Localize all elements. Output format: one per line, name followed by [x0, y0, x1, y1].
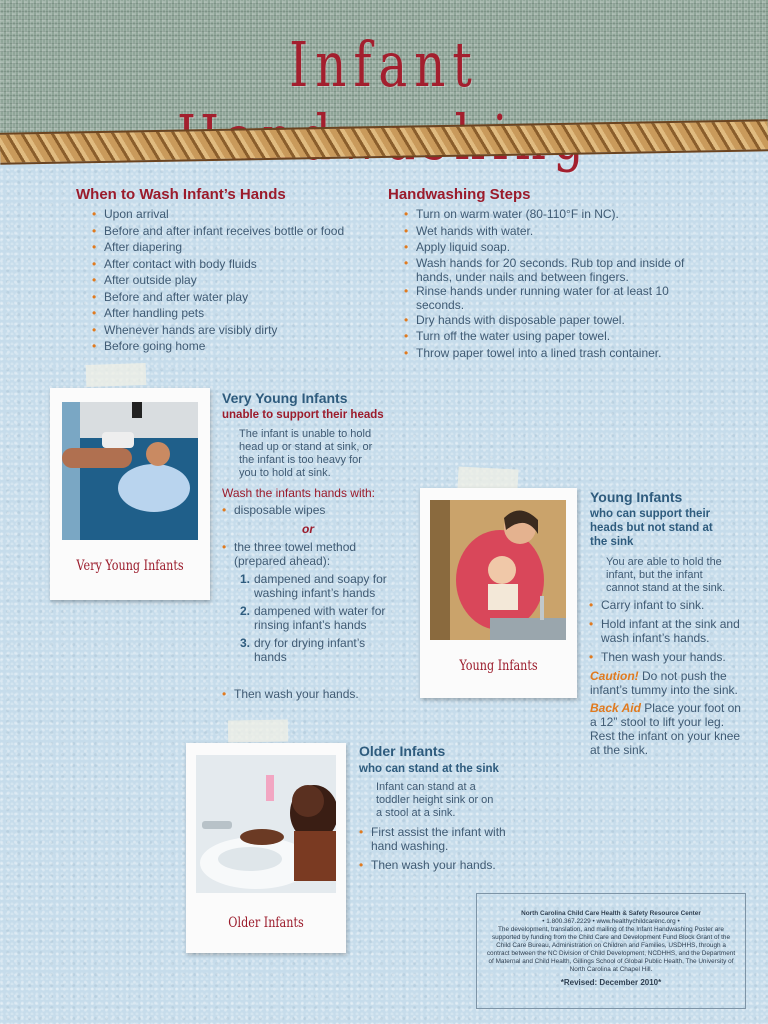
wash-with-label: Wash the infants hands with: [222, 486, 375, 500]
very-young-infants-description: The infant is unable to hold head up or stand at sink, or the infant is too heavy for you to hold at sink. [239, 428, 373, 479]
young-infants-photo [430, 500, 566, 640]
young-infants-subheading: who can support their heads but not stand at the sink [590, 508, 713, 548]
young-infants-description: You are able to hold the infant, but the infant cannot stand at the sink. [606, 556, 726, 594]
list-item: • Carry infant to sink. [589, 598, 749, 612]
step-text: dry for drying infant’s hands [254, 636, 366, 664]
credit-body: The development, translation, and mailing of the Infant Handwashing Poster are supported by funding from the Child Care and Development Fund Block Grant of the Child Care Bureau, Administration on Children and Families, USDHHS, through a contract between the NC Division of Child Development, NCDHHS, and the Department of Maternal and Child Health, Gillings School of Global Public Health, The University of North Carolina at Chapel Hill. [486, 926, 736, 973]
list-item: • After handling pets [92, 305, 382, 322]
handwashing-steps-list [404, 206, 694, 361]
list-item: • First assist the infant with hand washing. [359, 825, 509, 853]
list-item: • Hold infant at the sink and wash infant’s hands. [589, 617, 749, 645]
step-number: 3. [240, 636, 251, 650]
list-item: • Then wash your hands. [589, 650, 749, 664]
very-young-infants-caption: Very Young Infants [76, 558, 184, 574]
list-item: • Wash hands for 20 seconds. Rub top and inside of hands, under nails and between fingers. [404, 256, 694, 284]
list-item: • the three towel method (prepared ahead): [222, 540, 382, 568]
credit-box [476, 893, 746, 1009]
older-infants-subheading: who can stand at the sink [359, 763, 499, 775]
young-infants-list [589, 598, 749, 664]
wipes-option [222, 502, 392, 519]
credit-text [485, 910, 737, 974]
caution-text: Do not push the infant’s tummy into the sink. [590, 669, 738, 697]
adult-holding-infant-at-sink-image [430, 500, 566, 640]
credit-contact: • 1.800.367.2229 • www.healthychildcarenc.org • [542, 918, 680, 925]
credit-org: North Carolina Child Care Health & Safety Resource Center [521, 910, 701, 917]
older-infants-list [359, 825, 509, 872]
older-infants-photo [196, 755, 336, 893]
towel-method-option [222, 540, 382, 568]
list-item: • Wet hands with water. [404, 223, 694, 240]
back-aid-text: Place your foot on a 12” stool to lift your leg. Rest the infant on your knee at the sink. [590, 701, 741, 757]
caution-note [590, 669, 750, 697]
list-item: • Turn off the water using paper towel. [404, 328, 694, 345]
list-item [240, 572, 390, 600]
step-number: 2. [240, 604, 251, 618]
when-to-wash-title: When to Wash Infant’s Hands [76, 186, 286, 203]
list-item: • Apply liquid soap. [404, 239, 694, 256]
list-item: • Before and after water play [92, 289, 382, 306]
very-young-infants-photo [62, 402, 198, 540]
list-item: • Before going home [92, 338, 382, 355]
older-infants-photo-card [186, 743, 346, 953]
towel-steps-list [240, 572, 390, 668]
back-aid-note [590, 701, 750, 757]
step-text: dampened and soapy for washing infant’s hands [254, 572, 387, 600]
handwashing-steps-title: Handwashing Steps [388, 186, 531, 203]
infant-on-changing-table-image [62, 402, 198, 540]
list-item: • Before and after infant receives bottle or food [92, 223, 382, 240]
very-young-infants-subheading: unable to support their heads [222, 409, 384, 421]
infant-washing-at-sink-image [196, 755, 336, 893]
revised-date: *Revised: December 2010* [560, 978, 662, 987]
list-item: • Dry hands with disposable paper towel. [404, 312, 694, 329]
list-item: • After outside play [92, 272, 382, 289]
or-label: or [302, 522, 314, 536]
list-item [240, 636, 390, 664]
list-item: • disposable wipes [222, 502, 392, 519]
list-item: • Throw paper towel into a lined trash container. [404, 345, 694, 362]
list-item: • After diapering [92, 239, 382, 256]
older-infants-description: Infant can stand at a toddler height sink or on a stool at a sink. [376, 781, 494, 819]
list-item [240, 604, 390, 632]
page-title: Infant [289, 28, 479, 101]
young-infants-caption: Young Infants [459, 658, 538, 674]
list-item: • Upon arrival [92, 206, 382, 223]
back-aid-label: Back Aid [590, 701, 641, 715]
tape-strip [228, 719, 288, 742]
when-to-wash-list [92, 206, 382, 355]
list-item: • Then wash your hands. [359, 858, 509, 872]
step-text: dampened with water for rinsing infant’s hands [254, 604, 386, 632]
tape-strip [86, 363, 147, 387]
list-item: • Rinse hands under running water for at least 10 seconds. [404, 284, 694, 312]
list-item: • Then wash your hands. [222, 686, 392, 703]
older-infants-heading: Older Infants [359, 743, 446, 759]
list-item: • Whenever hands are visibly dirty [92, 322, 382, 339]
step-number: 1. [240, 572, 251, 586]
young-infants-heading: Young Infants [590, 489, 683, 505]
very-young-infants-photo-card [50, 388, 210, 600]
older-infants-caption: Older Infants [228, 915, 304, 931]
list-item: • Turn on warm water (80-110°F in NC). [404, 206, 694, 223]
caution-label: Caution! [590, 669, 639, 683]
very-young-infants-heading: Very Young Infants [222, 390, 348, 406]
very-young-final-step [222, 686, 392, 703]
young-infants-photo-card [420, 488, 577, 698]
list-item: • After contact with body fluids [92, 256, 382, 273]
